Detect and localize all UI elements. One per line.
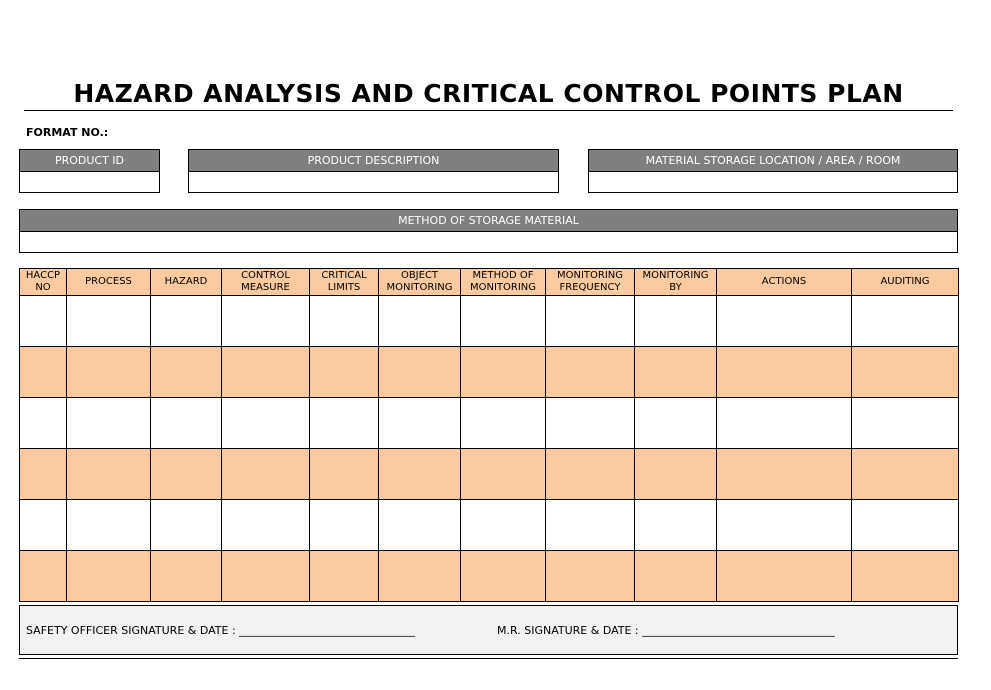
table-cell[interactable]: [310, 347, 379, 398]
table-cell[interactable]: [20, 551, 67, 602]
table-cell[interactable]: [67, 551, 151, 602]
table-cell[interactable]: [461, 296, 546, 347]
table-cell[interactable]: [717, 500, 852, 551]
table-cell[interactable]: [151, 551, 222, 602]
column-header-haccp-no: HACCP NO: [20, 269, 67, 296]
table-cell[interactable]: [852, 551, 959, 602]
method-of-storage-input[interactable]: [20, 232, 957, 251]
column-header-monitoring-by: MONITORING BY: [635, 269, 717, 296]
table-cell[interactable]: [635, 500, 717, 551]
table-cell[interactable]: [635, 551, 717, 602]
column-header-control-measure: CONTROL MEASURE: [222, 269, 310, 296]
column-header-auditing: AUDITING: [852, 269, 959, 296]
table-cell[interactable]: [222, 551, 310, 602]
table-cell[interactable]: [852, 398, 959, 449]
column-header-process: PROCESS: [67, 269, 151, 296]
table-cell[interactable]: [20, 398, 67, 449]
table-cell[interactable]: [852, 296, 959, 347]
table-cell[interactable]: [222, 500, 310, 551]
table-cell[interactable]: [461, 551, 546, 602]
table-cell[interactable]: [67, 296, 151, 347]
table-cell[interactable]: [67, 347, 151, 398]
table-cell[interactable]: [635, 449, 717, 500]
haccp-table: [19, 268, 959, 602]
table-cell[interactable]: [635, 398, 717, 449]
table-cell[interactable]: [222, 347, 310, 398]
column-header-hazard: HAZARD: [151, 269, 222, 296]
table-row: [20, 551, 959, 602]
product-id-label: PRODUCT ID: [20, 150, 159, 172]
table-header-row: [20, 269, 959, 296]
material-storage-location-input[interactable]: [589, 172, 957, 191]
safety-officer-signature[interactable]: SAFETY OFFICER SIGNATURE & DATE : ________________________________: [26, 624, 416, 637]
table-cell[interactable]: [546, 398, 635, 449]
table-row: [20, 449, 959, 500]
mr-signature[interactable]: M.R. SIGNATURE & DATE : ___________________________________: [497, 624, 835, 637]
product-description-label: PRODUCT DESCRIPTION: [189, 150, 558, 172]
method-of-storage-label: METHOD OF STORAGE MATERIAL: [20, 210, 957, 232]
table-cell[interactable]: [310, 449, 379, 500]
column-header-critical-limits: CRITICAL LIMITS: [310, 269, 379, 296]
table-cell[interactable]: [379, 296, 461, 347]
table-cell[interactable]: [852, 449, 959, 500]
material-storage-location-label: MATERIAL STORAGE LOCATION / AREA / ROOM: [589, 150, 957, 172]
table-cell[interactable]: [310, 398, 379, 449]
column-header-actions: ACTIONS: [717, 269, 852, 296]
material-storage-location-field: [588, 149, 958, 193]
table-cell[interactable]: [20, 449, 67, 500]
table-cell[interactable]: [379, 449, 461, 500]
table-cell[interactable]: [379, 551, 461, 602]
table-cell[interactable]: [20, 296, 67, 347]
table-cell[interactable]: [379, 398, 461, 449]
table-cell[interactable]: [852, 500, 959, 551]
table-cell[interactable]: [222, 449, 310, 500]
format-no-label: FORMAT NO.:: [26, 126, 109, 139]
column-header-method-of-monitoring: METHOD OF MONITORING: [461, 269, 546, 296]
table-cell[interactable]: [151, 347, 222, 398]
table-cell[interactable]: [546, 347, 635, 398]
table-cell[interactable]: [379, 347, 461, 398]
product-id-field: [19, 149, 160, 193]
bottom-rule: [19, 658, 958, 659]
table-cell[interactable]: [67, 398, 151, 449]
table-cell[interactable]: [546, 449, 635, 500]
table-cell[interactable]: [222, 398, 310, 449]
table-cell[interactable]: [67, 500, 151, 551]
table-cell[interactable]: [461, 347, 546, 398]
table-cell[interactable]: [546, 296, 635, 347]
table-cell[interactable]: [20, 500, 67, 551]
method-of-storage-field: [19, 209, 958, 253]
table-body: [20, 296, 959, 602]
signature-section: [19, 605, 958, 655]
table-cell[interactable]: [717, 551, 852, 602]
table-cell[interactable]: [717, 347, 852, 398]
table-cell[interactable]: [151, 398, 222, 449]
table-cell[interactable]: [461, 500, 546, 551]
title-underline: [24, 110, 953, 111]
table-row: [20, 500, 959, 551]
page-title: HAZARD ANALYSIS AND CRITICAL CONTROL POINTS PLAN: [73, 79, 904, 108]
table-cell[interactable]: [717, 398, 852, 449]
product-id-input[interactable]: [20, 172, 159, 191]
table-row: [20, 296, 959, 347]
table-cell[interactable]: [222, 296, 310, 347]
table-cell[interactable]: [151, 500, 222, 551]
table-cell[interactable]: [546, 500, 635, 551]
table-cell[interactable]: [852, 347, 959, 398]
table-cell[interactable]: [310, 500, 379, 551]
table-cell[interactable]: [67, 449, 151, 500]
table-cell[interactable]: [151, 449, 222, 500]
column-header-object-monitoring: OBJECT MONITORING: [379, 269, 461, 296]
table-cell[interactable]: [546, 551, 635, 602]
table-cell[interactable]: [379, 500, 461, 551]
table-cell[interactable]: [20, 347, 67, 398]
table-cell[interactable]: [461, 449, 546, 500]
product-description-input[interactable]: [189, 172, 558, 191]
table-cell[interactable]: [310, 296, 379, 347]
table-row: [20, 398, 959, 449]
table-cell[interactable]: [635, 347, 717, 398]
table-cell[interactable]: [151, 296, 222, 347]
table-cell[interactable]: [461, 398, 546, 449]
table-cell[interactable]: [635, 296, 717, 347]
product-description-field: [188, 149, 559, 193]
column-header-monitoring-frequency: MONITORING FREQUENCY: [546, 269, 635, 296]
table-cell[interactable]: [717, 449, 852, 500]
table-cell[interactable]: [310, 551, 379, 602]
table-row: [20, 347, 959, 398]
table-cell[interactable]: [717, 296, 852, 347]
